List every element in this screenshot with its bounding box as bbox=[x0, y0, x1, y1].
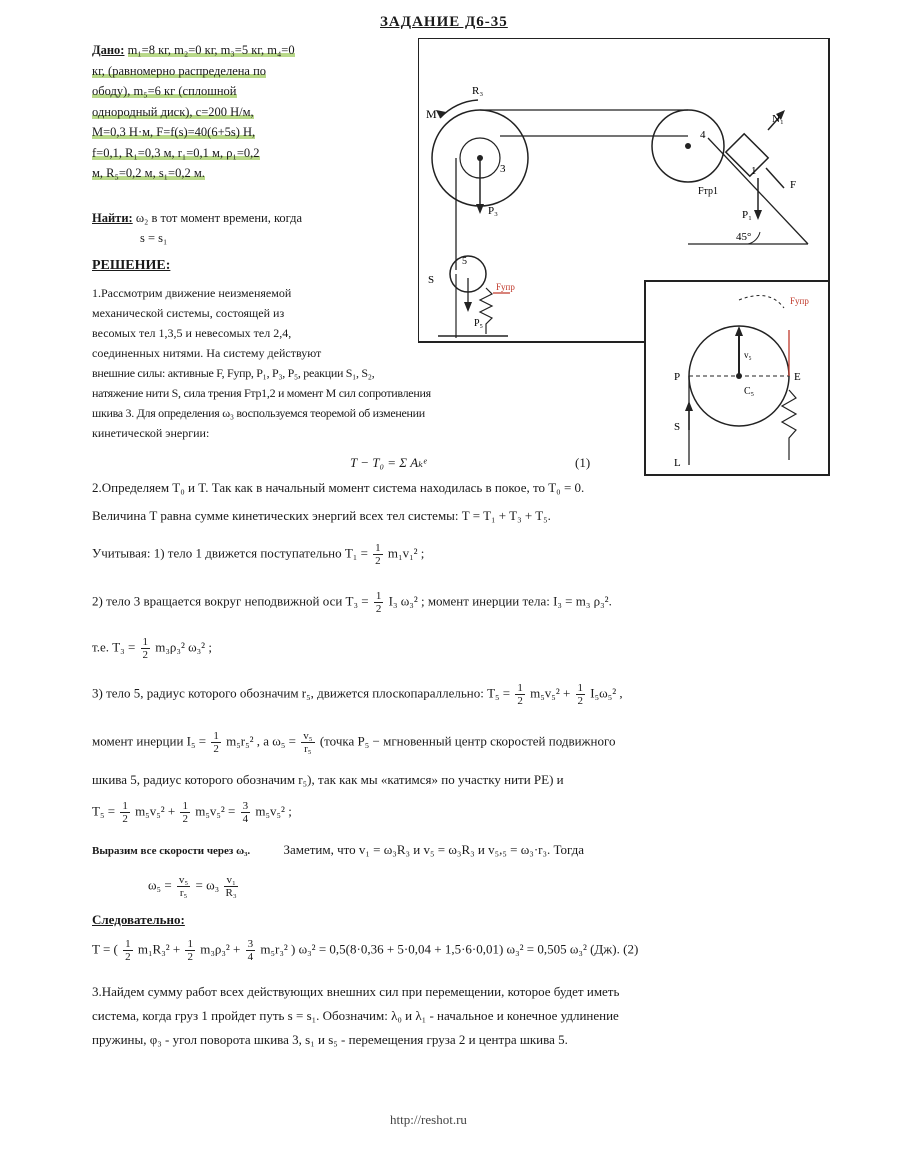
fraction-denominator: 2 bbox=[213, 743, 219, 755]
text-line bbox=[92, 730, 832, 755]
load-1 bbox=[726, 134, 768, 176]
label-P: P bbox=[674, 371, 681, 383]
text-line: пружины, φ₃ - угол поворота шкива 3, s₁ и s₅ - перемещения груза 2 и центра шкива 5. bbox=[92, 1032, 568, 1047]
text-span: I₃ ω₃² ; момент инерции тела: I₃ = m₃ ρ₃². bbox=[388, 593, 612, 609]
fraction bbox=[141, 636, 151, 661]
fraction-numerator: 1 bbox=[375, 590, 382, 602]
solution-heading: РЕШЕНИЕ: bbox=[92, 258, 171, 273]
label-angle: 45° bbox=[736, 231, 752, 243]
text-line: 3.Найдем сумму работ всех действующих внешних сил при перемещении, которое будет иметь bbox=[92, 984, 620, 999]
fraction-numerator: 1 bbox=[182, 800, 188, 812]
label-P5: P₅ bbox=[474, 318, 484, 329]
text-line bbox=[148, 874, 888, 899]
label-P1: P₁ bbox=[742, 209, 752, 221]
text-line: система, когда груз 1 пройдет путь s = s₁. Обозначим: λ₀ и λ₁ - начальное и конечное удлинение bbox=[92, 1008, 619, 1023]
consequently-label: Следовательно: bbox=[92, 912, 185, 927]
fraction-denominator: r₅ bbox=[304, 743, 312, 755]
fraction-denominator: 2 bbox=[375, 555, 381, 567]
fraction-numerator: 1 bbox=[187, 938, 193, 950]
text-span: ) ω₃² = 0,5(8·0,36 + 5·0,04 + 1,5·6·0,01) ω₃² = 0,505 ω₃² (Дж). (2) bbox=[291, 941, 639, 957]
text-line: механической системы, состоящей из bbox=[92, 306, 285, 320]
text-line: Величина T равна сумме кинетических энергий всех тел системы: T = T₁ + T₃ + T₅. bbox=[92, 508, 551, 523]
fraction-numerator: v₅ bbox=[178, 874, 189, 886]
text-span: m₅v₅² = bbox=[195, 803, 236, 819]
label-M: M bbox=[426, 107, 437, 121]
text-span: T = ( bbox=[92, 941, 118, 957]
fraction-denominator: r₅ bbox=[179, 887, 188, 899]
label-1: 1 bbox=[751, 165, 757, 177]
text-line: натяжение нити S, сила трения Fтр1,2 и момент M сил сопротивления bbox=[92, 386, 431, 400]
text-span: m₅v₅² ; bbox=[255, 803, 292, 819]
text-line: весомых тел 1,3,5 и невесомых тел 2,4, bbox=[92, 326, 292, 340]
equation-number: (1) bbox=[575, 455, 591, 470]
fraction bbox=[120, 800, 130, 825]
fraction-numerator: 1 bbox=[213, 730, 219, 742]
fraction-denominator: 4 bbox=[247, 951, 254, 963]
label-F: F bbox=[790, 179, 797, 191]
arrowhead bbox=[464, 302, 472, 312]
text-line bbox=[92, 800, 832, 825]
text-line: внешние силы: активные F, Fупр, P₁, P₃, P₅, реакции S₁, S₂, bbox=[92, 366, 375, 380]
fraction bbox=[241, 800, 251, 825]
fraction bbox=[211, 730, 221, 755]
text-span: ω₅ = bbox=[148, 877, 172, 893]
label-E: E bbox=[794, 371, 801, 383]
text-span: = ω₃ bbox=[195, 877, 220, 893]
text-span: момент инерции I₅ = bbox=[92, 733, 207, 749]
inset-diagram bbox=[644, 280, 830, 476]
fraction-numerator: v₅ bbox=[303, 730, 313, 742]
text-span: m₁R₃² + bbox=[137, 941, 181, 957]
given-line: f=0,1, R₁=0,3 м, r₁=0,1 м, ρ₁=0,2 bbox=[92, 145, 260, 160]
given-section bbox=[92, 40, 412, 184]
label-S-inset: S bbox=[674, 421, 681, 433]
text-line: 2.Определяем T₀ и T. Так как в начальный момент система находилась в покое, то T₀ = 0. bbox=[92, 480, 585, 495]
final-equation bbox=[92, 938, 832, 963]
text-span: m₃ρ₃² ω₃² ; bbox=[155, 639, 212, 655]
page-title: ЗАДАНИЕ Д6-35 bbox=[380, 14, 508, 30]
text-span: m₅r₅² , а ω₅ = bbox=[226, 733, 296, 749]
fraction-denominator: 2 bbox=[122, 813, 128, 825]
text-span: 3) тело 5, радиус которого обозначим r₅, движется плоскопараллельно: T₅ = bbox=[92, 685, 511, 701]
text-span: m₅r₃² bbox=[260, 941, 288, 957]
text-line: кинетической энергии: bbox=[92, 426, 210, 440]
fraction-numerator: v₁ bbox=[226, 874, 236, 886]
given-line: кг, (равномерно распределена по bbox=[92, 63, 267, 78]
label-S: S bbox=[428, 274, 435, 286]
label-v: v₅ bbox=[744, 350, 752, 360]
fraction bbox=[373, 542, 383, 567]
fraction-numerator: 1 bbox=[142, 636, 149, 648]
fraction-numerator: 1 bbox=[122, 800, 128, 812]
fraction bbox=[123, 938, 133, 963]
text-line bbox=[92, 542, 832, 567]
fraction bbox=[180, 800, 190, 825]
fraction-denominator: 4 bbox=[242, 813, 249, 825]
text-span: m₅v₅² + bbox=[530, 685, 571, 701]
text-span: т.е. T₃ = bbox=[92, 639, 136, 655]
fraction-numerator: 1 bbox=[125, 938, 131, 950]
fraction-denominator: 2 bbox=[182, 813, 188, 825]
text-span: Выразим все скорости через ω₃. bbox=[92, 845, 251, 857]
fraction-denominator: 2 bbox=[375, 603, 382, 615]
fraction-denominator: 2 bbox=[125, 951, 131, 963]
text-line bbox=[92, 636, 832, 661]
fraction-denominator: 2 bbox=[187, 951, 193, 963]
label-5: 5 bbox=[462, 256, 467, 267]
arrowhead bbox=[754, 210, 762, 220]
label-L: L bbox=[674, 457, 681, 469]
text-span: m₃ρ₃² + bbox=[200, 941, 241, 957]
find-condition: s = s₁ bbox=[140, 231, 168, 245]
text-span: (точка P₅ − мгновенный центр скоростей подвижного bbox=[319, 733, 616, 749]
find-section bbox=[92, 208, 412, 248]
label-C5: C₅ bbox=[744, 386, 755, 397]
text-line: 1.Рассмотрим движение неизменяемой bbox=[92, 286, 292, 300]
label-Ftr: Fтр1 bbox=[698, 186, 719, 197]
fraction bbox=[374, 590, 384, 615]
pulley-4-axle bbox=[685, 143, 691, 149]
footer-link[interactable]: http://reshot.ru bbox=[390, 1112, 467, 1127]
text-line bbox=[92, 590, 832, 615]
find-label: Найти: bbox=[92, 211, 133, 225]
fraction bbox=[185, 938, 195, 963]
label-4: 4 bbox=[700, 129, 706, 141]
fraction bbox=[301, 730, 314, 755]
label-R3: R₃ bbox=[472, 85, 484, 97]
given-line: m₁=8 кг, m₂=0 кг, m₃=5 кг, m₄=0 bbox=[127, 43, 295, 57]
fraction bbox=[576, 682, 586, 707]
text-line: соединенных нитями. На систему действуют bbox=[92, 346, 322, 360]
text-line bbox=[92, 842, 832, 858]
fraction-numerator: 1 bbox=[517, 682, 523, 694]
text-span: Заметим, что v₁ = ω₃R₃ и v₅ = ω₃R₃ и v₅,₅ = ω₃·r₃. Тогда bbox=[283, 842, 585, 857]
text-line bbox=[92, 682, 832, 707]
text-span: T₅ = bbox=[92, 803, 116, 819]
force-F bbox=[766, 168, 784, 188]
arrowhead bbox=[476, 204, 484, 214]
fraction-denominator: 2 bbox=[577, 695, 584, 707]
text-span: I₅ω₅² , bbox=[590, 685, 623, 701]
label-Fupr-inset: Fупр bbox=[790, 296, 809, 306]
label-N: N₁ bbox=[772, 113, 784, 125]
text-line: шкива 5, радиус которого обозначим r₅), так как мы «катимся» по участку нити PE) и bbox=[92, 772, 564, 787]
fraction-numerator: 1 bbox=[375, 542, 381, 554]
given-line: однородный диск), c=200 Н/м, bbox=[92, 104, 254, 119]
text-span: m₁v₁² ; bbox=[387, 545, 425, 561]
fraction bbox=[515, 682, 525, 707]
given-label: Дано: bbox=[92, 43, 125, 57]
label-Fupr: Fупр bbox=[496, 282, 515, 292]
fraction-denominator: 2 bbox=[142, 649, 149, 661]
given-line: ободу), m₅=6 кг (сплошной bbox=[92, 84, 237, 98]
fraction-denominator: 2 bbox=[517, 695, 523, 707]
label-3: 3 bbox=[500, 163, 506, 175]
text-line: шкива 3. Для определения ω₃ воспользуемся теоремой об изменении bbox=[92, 406, 425, 420]
text-span: m₅v₅² + bbox=[135, 803, 176, 819]
label-P3: P₃ bbox=[488, 205, 498, 217]
equation-1: T − T₀ = Σ Aₖᵉ bbox=[350, 455, 427, 470]
fraction-numerator: 3 bbox=[247, 938, 254, 950]
find-text: ω₂ в тот момент времени, когда bbox=[135, 211, 303, 225]
given-line: M=0,3 Н·м, F=f(s)=40(6+5s) Н, bbox=[92, 125, 256, 139]
text-span: 2) тело 3 вращается вокруг неподвижной оси T₃ = bbox=[92, 593, 369, 609]
fraction-denominator: R₃ bbox=[225, 887, 237, 899]
fraction-numerator: 3 bbox=[242, 800, 249, 812]
given-line: м, R₅=0,2 м, s₁=0,2 м. bbox=[92, 166, 205, 180]
text-span: Учитывая: 1) тело 1 движется поступательно T₁ = bbox=[92, 545, 368, 561]
fraction-numerator: 1 bbox=[577, 682, 584, 694]
fraction bbox=[224, 874, 237, 899]
fraction bbox=[177, 874, 190, 899]
fraction bbox=[246, 938, 256, 963]
